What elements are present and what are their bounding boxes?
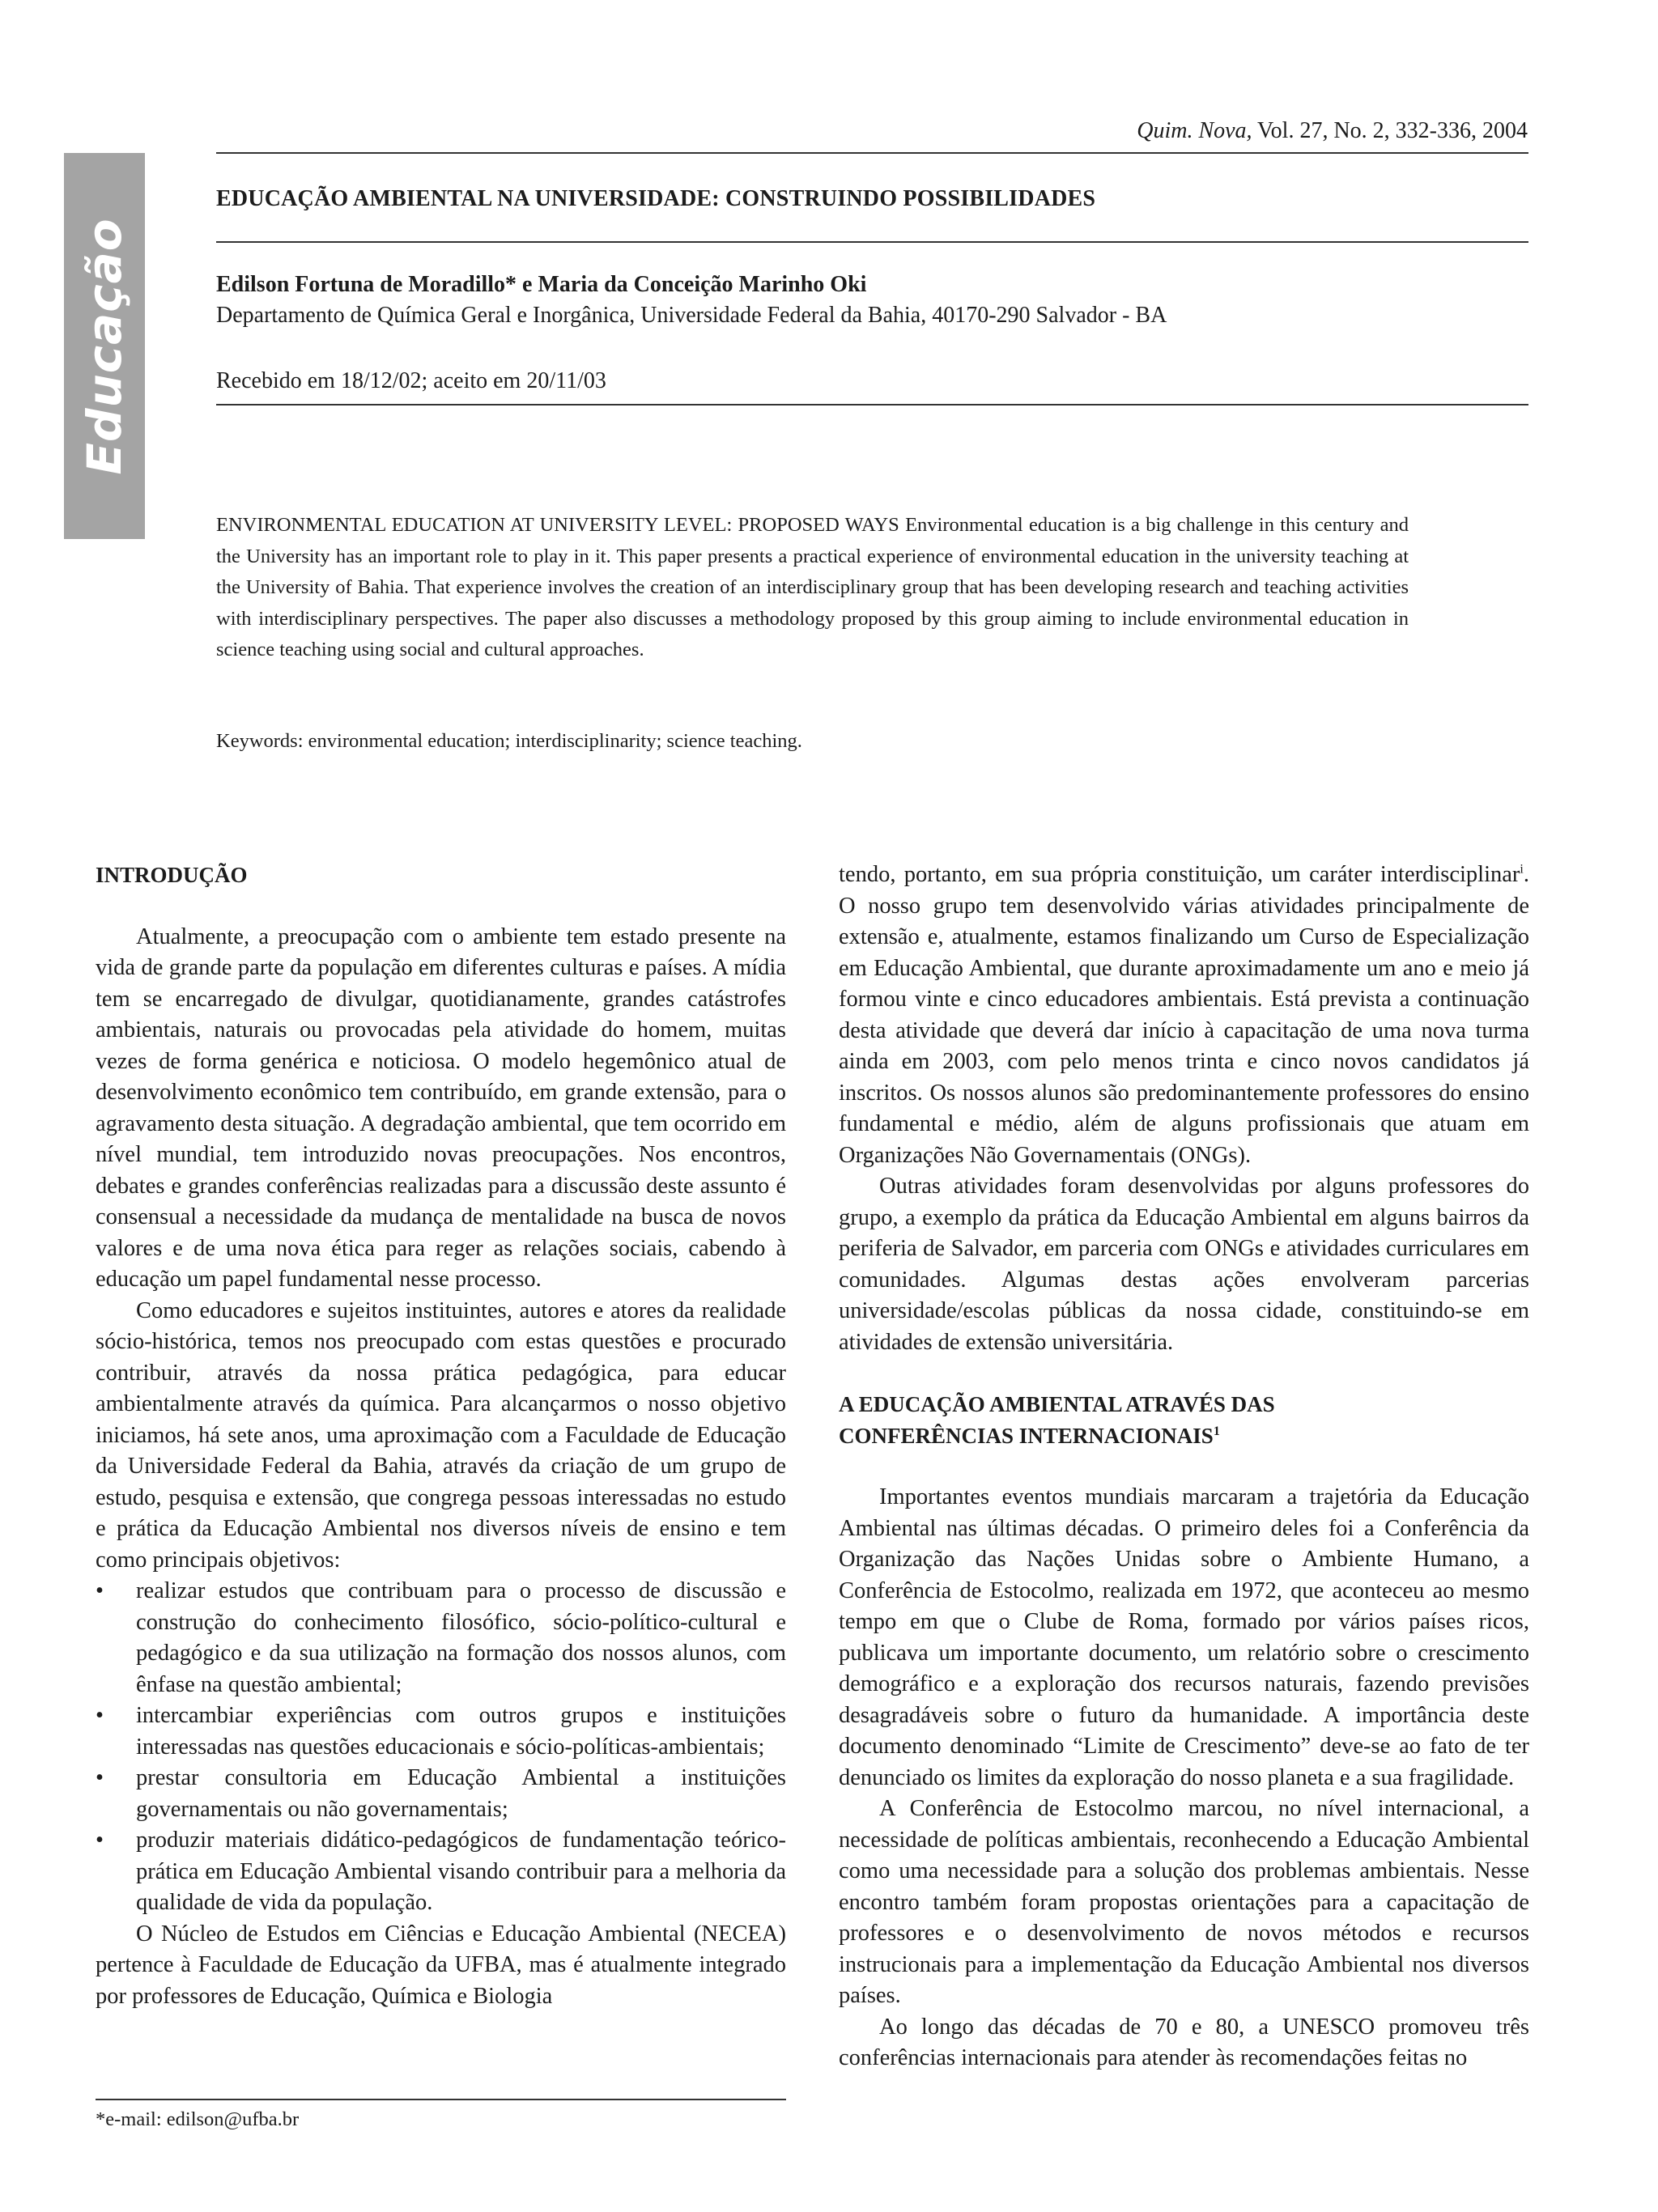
author-list: Edilson Fortuna de Moradillo* e Maria da Conceição Marinho Oki [216,272,867,297]
section-tab [64,153,145,539]
objectives-list [96,1576,786,1919]
heading-line: CONFERÊNCIAS INTERNACIONAIS [839,1423,1214,1448]
paragraph: O Núcleo de Estudos em Ciências e Educação Ambiental (NECEA) pertence à Faculdade de Educação da UFBA, mas é atualmente integrado por professores de Educação, Química e Biologia [96,1921,786,2009]
paragraph-text: . O nosso grupo tem desenvolvido várias atividades principalmente de extensão e, atualmente, estamos finalizando um Curso de Especialização em Educação Ambiental, que durante aproximadamente um ano e meio já formou vinte e cinco educadores ambientais. Está prevista a continuação desta atividade que deverá dar início à capacitação de uma nova turma ainda em 2003, com pelo menos trinta e cinco novos candidatos já inscritos. Os nossos alunos são predominantemente professores do ensino fundamental e médio, além de alguns profissionais que atuam em Organizações Não Governamentais (ONGs). [839,862,1529,1168]
heading-line: A EDUCAÇÃO AMBIENTAL ATRAVÉS DAS [839,1392,1275,1416]
paragraph: Atualmente, a preocupação com o ambiente tem estado presente na vida de grande parte da população em diferentes culturas e países. A mídia tem se encarregado de divulgar, quotidianamente, grandes catástrofes ambientais, naturais ou provocadas pela atividade do homem, muitas vezes de forma genérica e noticiosa. O modelo hegemônico atual de desenvolvimento econômico tem contribuído, em grande extensão, para o agravamento desta situação. A degradação ambiental, que tem ocorrido em nível mundial, tem introduzido novas preocupações. Nos encontros, debates e grandes conferências realizadas para a discussão deste assunto é consensual a necessidade da mudança de mentalidade na busca de novos valores e de uma nova ética para reger as relações sociais, cabendo à educação um papel fundamental nesse processo. [96,923,786,1292]
paragraph: Importantes eventos mundiais marcaram a trajetória da Educação Ambiental nas últimas décadas. O primeiro deles foi a Conferência da Organização das Nações Unidas sobre o Ambiente Humano, a Conferência de Estocolmo, realizada em 1972, que aconteceu ao mesmo tempo em que o Clube de Roma, formado por vários países ricos, publicava um importante documento, um relatório sobre o crescimento demográfico e a exploração dos recursos naturais, fazendo previsões desagradáveis sobre o futuro da humanidade. A importância deste documento denominado “Limite de Crescimento” deve-se ao fato de ter denunciado os limites da exploração do nosso planeta e a sua fragilidade. [839,1484,1529,1790]
right-column [839,860,1529,2074]
section-tab-label: Educação [77,217,132,475]
header-rule-top [216,152,1528,154]
paragraph-text: tendo, portanto, em sua própria constituição, um caráter interdisciplinar [839,862,1520,887]
section-heading-conferencias [839,1389,1529,1451]
journal-citation [1137,118,1528,144]
footnote-rule [96,2099,786,2100]
section-heading-introducao: INTRODUÇÃO [96,863,248,887]
list-item: • realizar estudos que contribuam para o processo de discussão e construção do conhecimento filosófico, sócio-político-cultural e pedagógico e da sua utilização na formação dos nossos alunos, com ênfase na questão ambiental; [96,1576,786,1700]
footnote-email: *e-mail: edilson@ufba.br [96,2108,300,2130]
left-column [96,860,786,2012]
list-item: • prestar consultoria em Educação Ambiental a instituições governamentais ou não governamentais; [96,1763,786,1825]
author-affiliation: Departamento de Química Geral e Inorgânica, Universidade Federal da Bahia, 40170-290 Salvador - BA [216,303,1167,328]
list-item: • intercambiar experiências com outros grupos e instituições interessadas nas questões educacionais e sócio-políticas-ambientais; [96,1700,786,1763]
header-rule-title [216,241,1528,243]
paragraph: Como educadores e sujeitos instituintes, autores e atores da realidade sócio-histórica, temos nos preocupado com estas questões e procurado contribuir, através da nossa prática pedagógica, para educar ambientalmente através da química. Para alcançarmos o nosso objetivo iniciamos, há sete anos, uma aproximação com a Faculdade de Educação da Universidade Federal da Bahia, através da criação de um grupo de estudo, pesquisa e extensão, que congrega pessoas interessadas no estudo e prática da Educação Ambiental nos diversos níveis de ensino e tem como principais objetivos: [96,1297,786,1573]
journal-name: Quim. Nova, [1137,118,1252,143]
keywords: Keywords: environmental education; interdisciplinarity; science teaching. [216,730,802,752]
article-title: EDUCAÇÃO AMBIENTAL NA UNIVERSIDADE: CONSTRUINDO POSSIBILIDADES [216,186,1096,211]
paragraph: A Conferência de Estocolmo marcou, no nível internacional, a necessidade de políticas ambientais, reconhecendo a Educação Ambiental como uma necessidade para a solução dos problemas ambientais. Nesse encontro também foram propostas orientações para a capacitação de professores e o desenvolvimento de novos métodos e recursos instrucionais para a implementação da Educação Ambiental nos diversos países. [839,1796,1529,2008]
volume-info: Vol. 27, No. 2, 332-336, 2004 [1252,118,1528,143]
received-date: Recebido em 18/12/02; aceito em 20/11/03 [216,368,606,393]
abstract: ENVIRONMENTAL EDUCATION AT UNIVERSITY LEVEL: PROPOSED WAYS Environmental education is a big challenge in this century and the University has an important role to play in it. This paper presents a practical experience of environmental education in the university teaching at the University of Bahia. That experience involves the creation of an interdisciplinary group that has been developing research and teaching activities with interdisciplinary perspectives. The paper also discusses a methodology proposed by this group aiming to include environmental education in science teaching using social and cultural approaches. [216,514,1409,660]
list-item: • produzir materiais didático-pedagógicos de fundamentação teórico-prática em Educação Ambiental visando contribuir para a melhoria da qualidade de vida da população. [96,1825,786,1919]
reference-marker: i [1520,862,1524,877]
header-rule-bottom [216,404,1528,405]
reference-marker: 1 [1213,1424,1220,1438]
paragraph: Outras atividades foram desenvolvidas por alguns professores do grupo, a exemplo da prática da Educação Ambiental em alguns bairros da periferia de Salvador, em parceria com ONGs e atividades curriculares em comunidades. Algumas destas ações envolveram parcerias universidade/escolas públicas da nossa cidade, constituindo-se em atividades de extensão universitária. [839,1174,1529,1355]
paragraph [839,860,1529,1171]
paragraph: Ao longo das décadas de 70 e 80, a UNESCO promoveu três conferências internacionais para atender às recomendações feitas no [839,2014,1529,2070]
